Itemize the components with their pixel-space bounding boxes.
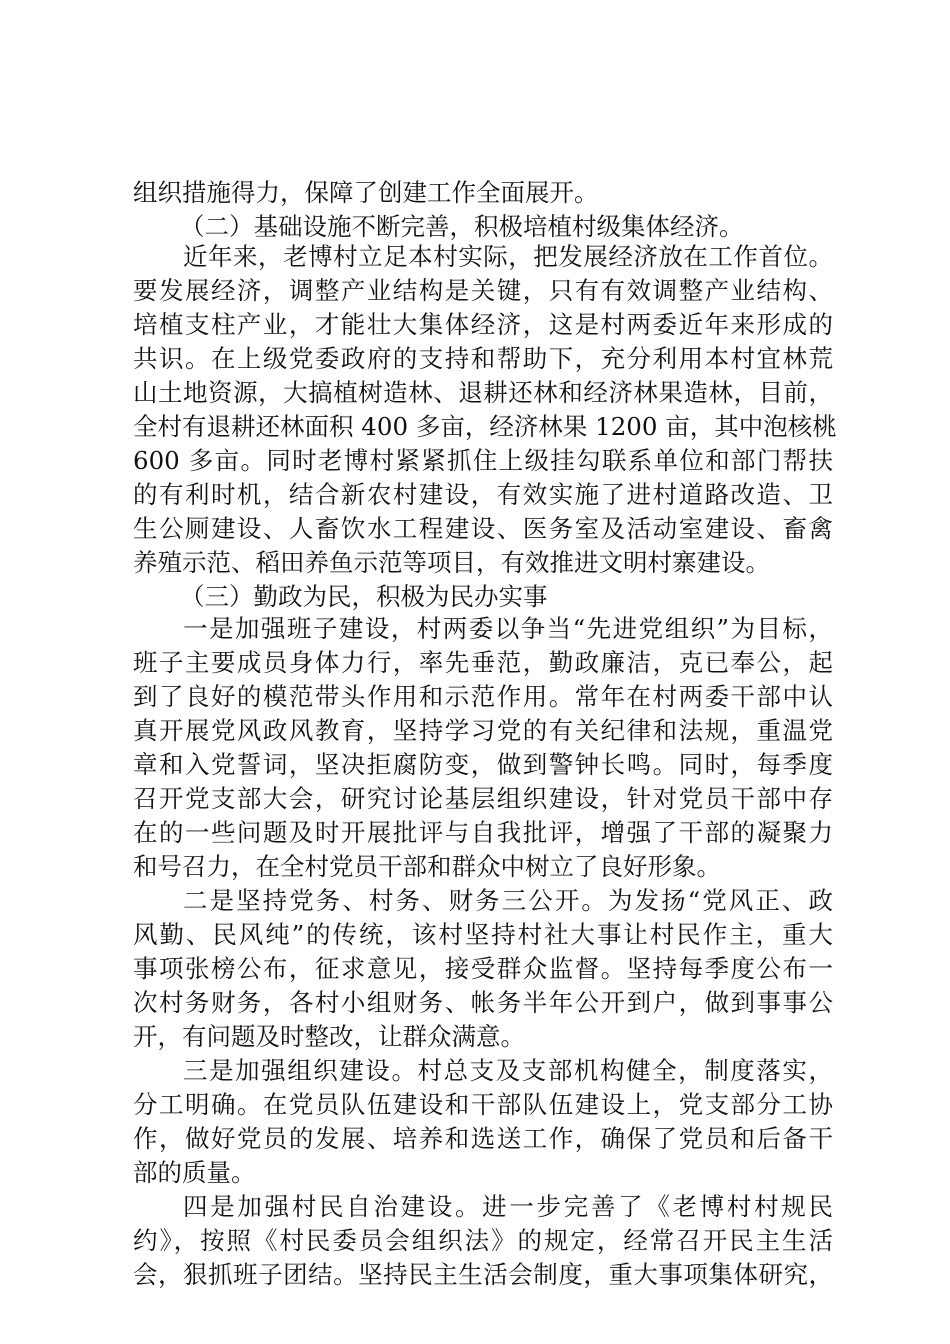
paragraph-line: 要发展经济，调整产业结构是关键，只有有效调整产业结构、 [133, 276, 833, 305]
paragraph-line: 三是加强组织建设。村总支及支部机构健全，制度落实， [183, 1056, 833, 1085]
section-heading-2: （二）基础设施不断完善，积极培植村级集体经济。 [180, 212, 744, 241]
paragraph-line: 风勤、民风纯”的传统，该村坚持村社大事让村民作主，重大 [133, 920, 833, 949]
paragraph-line: 开，有问题及时整改，让群众满意。 [133, 1022, 525, 1051]
paragraph-line: 二是坚持党务、村务、财务三公开。为发扬“党风正、政 [183, 886, 833, 915]
paragraph-line: 事项张榜公布，征求意见，接受群众监督。坚持每季度公布一 [133, 954, 833, 983]
paragraph-line: 召开党支部大会，研究讨论基层组织建设，针对党员干部中存 [133, 784, 833, 813]
paragraph-line: 养殖示范、稻田养鱼示范等项目，有效推进文明村寨建设。 [133, 548, 770, 577]
section-heading-3: （三）勤政为民，积极为民办实事 [180, 582, 548, 611]
paragraph-line: 部的质量。 [133, 1158, 256, 1187]
paragraph-line: 共识。在上级党委政府的支持和帮助下，充分利用本村宜林荒 [133, 344, 833, 373]
paragraph-line: 的有利时机，结合新农村建设，有效实施了进村道路改造、卫 [133, 480, 833, 509]
paragraph-line: 次村务财务，各村小组财务、帐务半年公开到户，做到事事公 [133, 988, 833, 1017]
paragraph-line: 600 多亩。同时老博村紧紧抓住上级挂勾联系单位和部门帮扶 [133, 446, 833, 475]
paragraph-line: 作，做好党员的发展、培养和选送工作，确保了党员和后备干 [133, 1124, 833, 1153]
paragraph-line: 近年来，老博村立足本村实际，把发展经济放在工作首位。 [183, 242, 833, 271]
paragraph-line: 全村有退耕还林面积 400 多亩，经济林果 1200 亩，其中泡核桃 [133, 412, 837, 441]
paragraph-line: 班子主要成员身体力行，率先垂范，勤政廉洁，克已奉公，起 [133, 648, 833, 677]
paragraph-line: 培植支柱产业，才能壮大集体经济，这是村两委近年来形成的 [133, 310, 833, 339]
paragraph-line: 到了良好的模范带头作用和示范作用。常年在村两委干部中认 [133, 682, 833, 711]
paragraph-line: 在的一些问题及时开展批评与自我批评，增强了干部的凝聚力 [133, 818, 833, 847]
paragraph-line: 会，狠抓班子团结。坚持民主生活会制度，重大事项集体研究， [133, 1260, 833, 1289]
paragraph-line: 章和入党誓词，坚决拒腐防变，做到警钟长鸣。同时，每季度 [133, 750, 833, 779]
paragraph-line: 真开展党风政风教育，坚持学习党的有关纪律和法规，重温党 [133, 716, 833, 745]
paragraph-line: 约》，按照《村民委员会组织法》的规定，经常召开民主生活 [133, 1226, 833, 1255]
paragraph-line: 和号召力，在全村党员干部和群众中树立了良好形象。 [133, 852, 721, 881]
paragraph-line: 组织措施得力，保障了创建工作全面展开。 [133, 178, 599, 207]
paragraph-line: 四是加强村民自治建设。进一步完善了《老博村村规民 [183, 1192, 833, 1221]
paragraph-line: 分工明确。在党员队伍建设和干部队伍建设上，党支部分工协 [133, 1090, 833, 1119]
paragraph-line: 生公厕建设、人畜饮水工程建设、医务室及活动室建设、畜禽 [133, 514, 833, 543]
paragraph-line: 山土地资源，大搞植树造林、退耕还林和经济林果造林，目前， [133, 378, 833, 407]
paragraph-line: 一是加强班子建设，村两委以争当“先进党组织”为目标， [183, 614, 833, 643]
